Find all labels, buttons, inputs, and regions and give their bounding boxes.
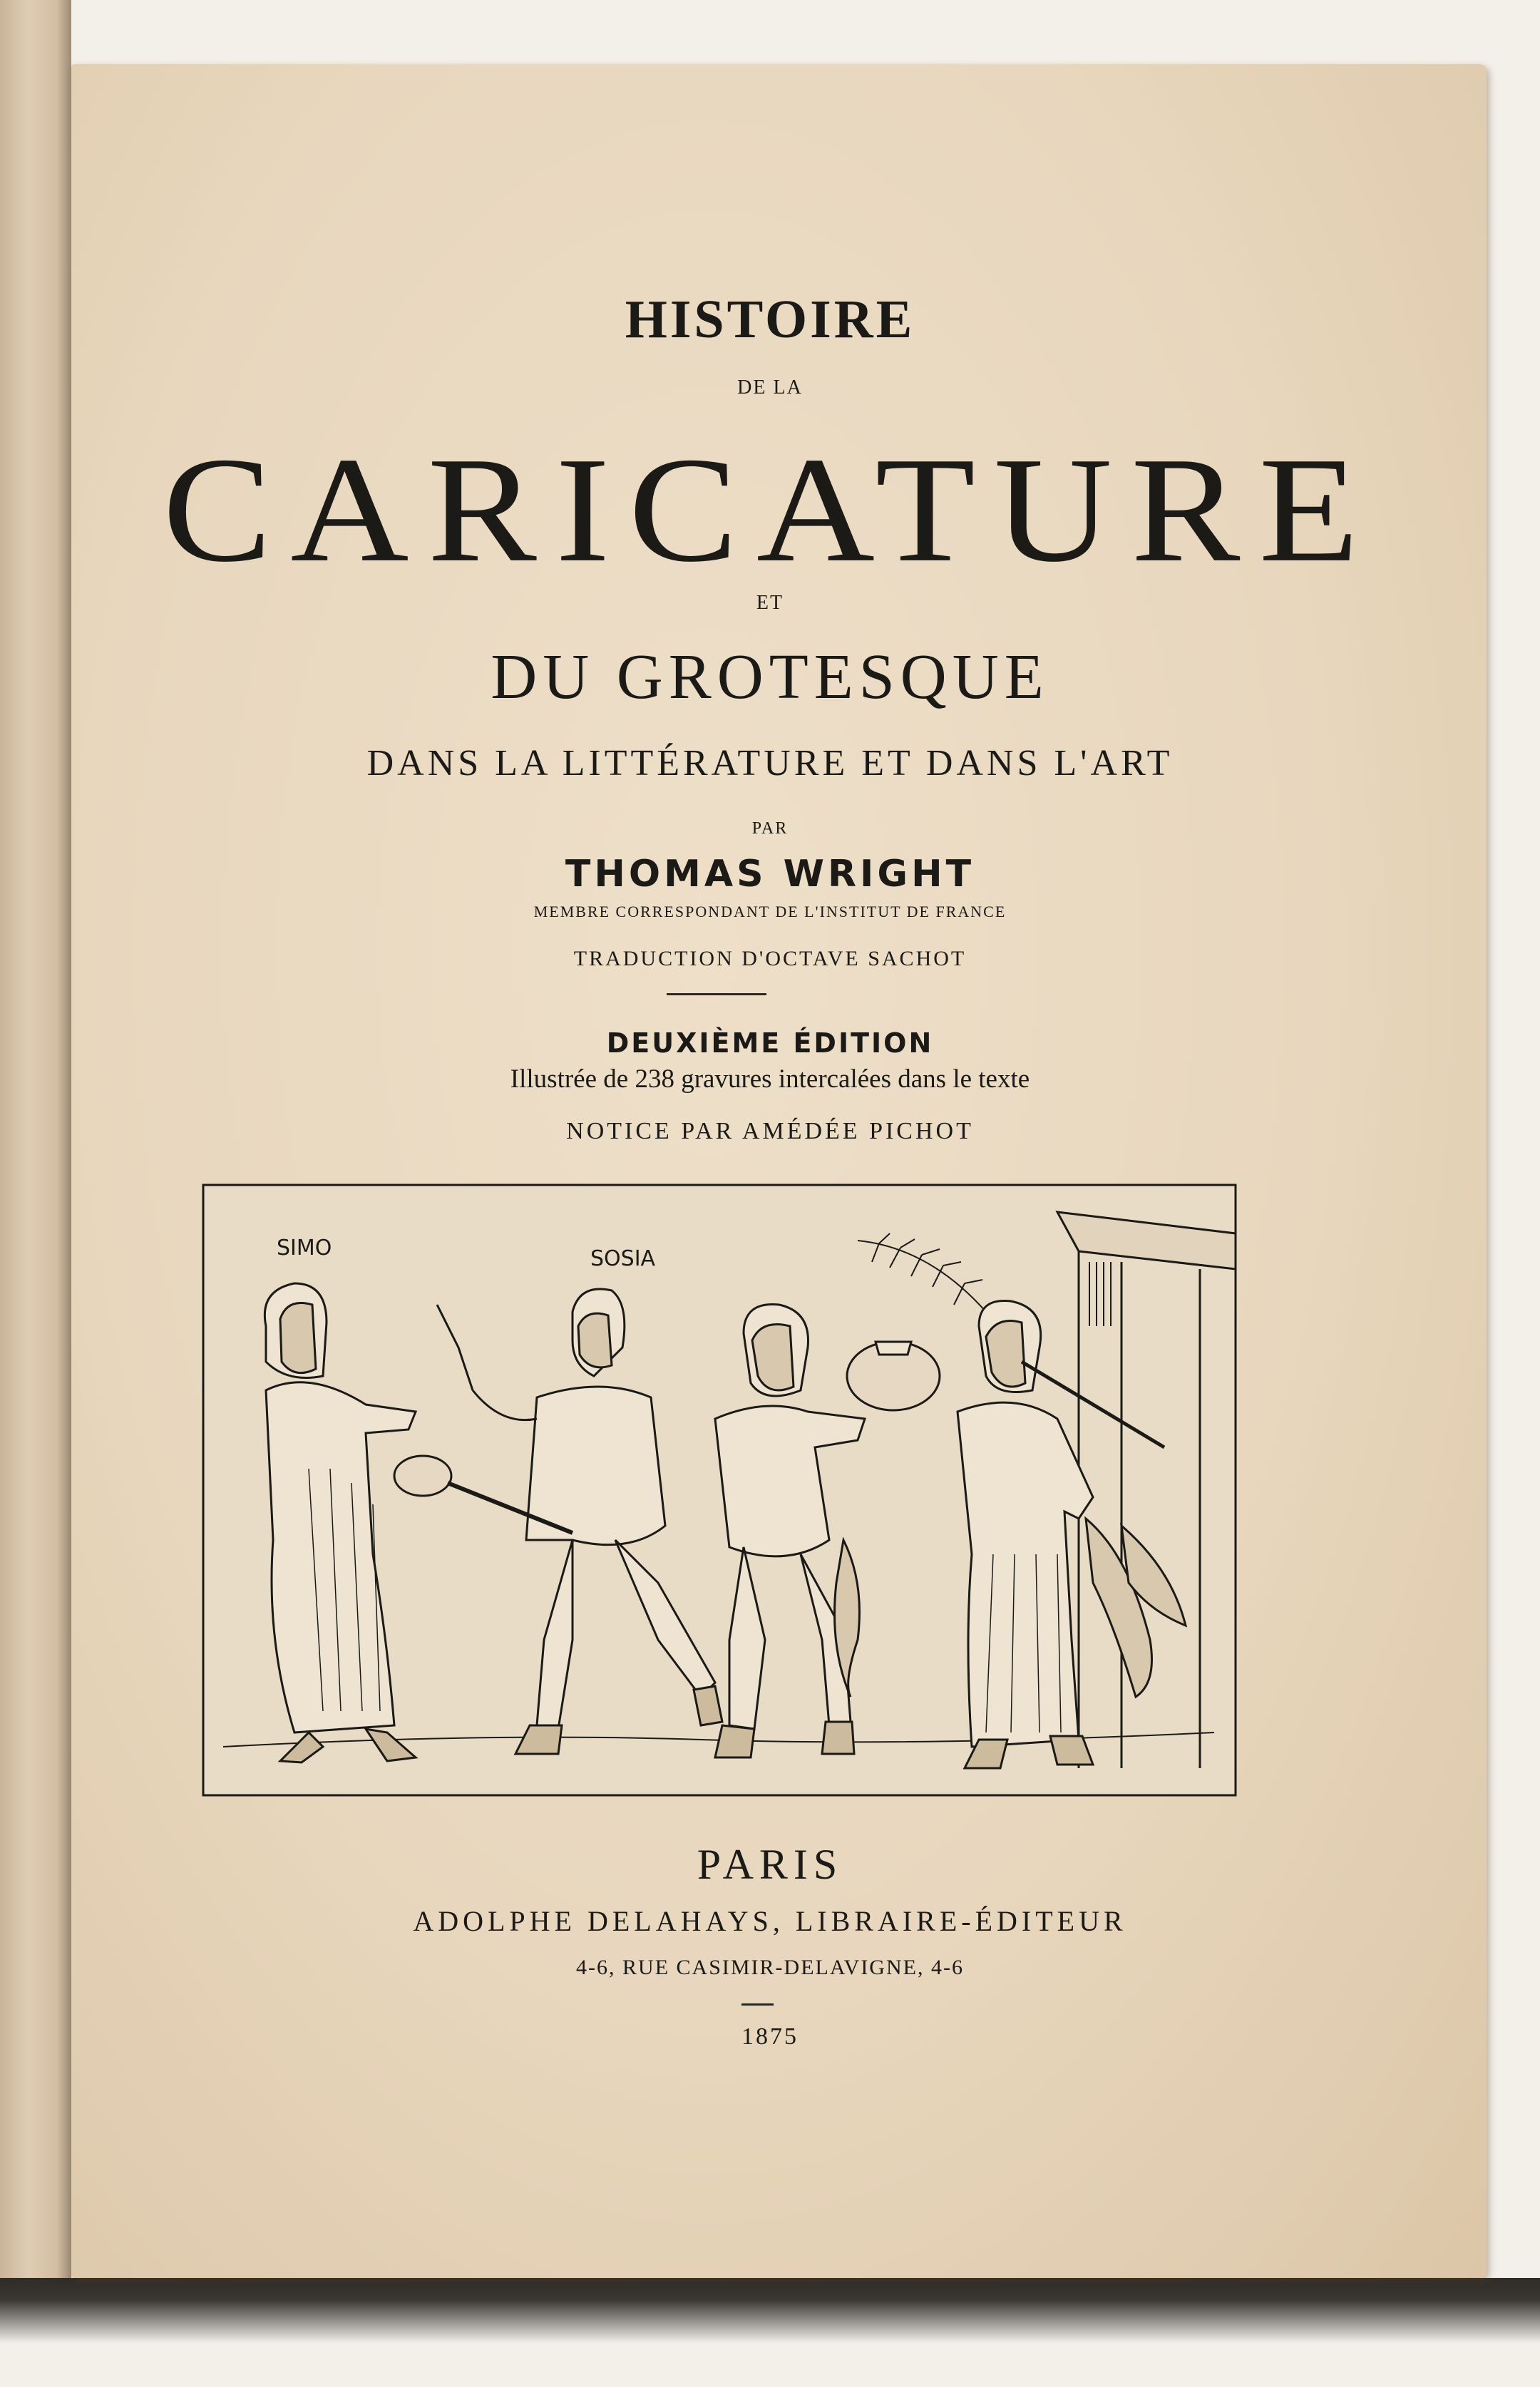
imprint-divider xyxy=(741,2003,774,2006)
title-et: ET xyxy=(756,592,784,614)
imprint-publisher: ADOLPHE DELAHAYS, LIBRAIRE-ÉDITEUR xyxy=(413,1905,1127,1937)
author-credit: MEMBRE CORRESPONDANT DE L'INSTITUT DE FRANCE xyxy=(533,903,1007,920)
title-caricature: CARICATURE xyxy=(162,426,1377,593)
label-sosia: SOSIA xyxy=(590,1246,656,1271)
subtitle: DANS LA LITTÉRATURE ET DANS L'ART xyxy=(366,743,1174,784)
translation-credit: TRADUCTION D'OCTAVE SACHOT xyxy=(573,947,967,970)
imprint-year: 1875 xyxy=(741,2023,799,2050)
imprint-address: 4-6, RUE CASIMIR-DELAVIGNE, 4-6 xyxy=(576,1956,964,1979)
book-bottom-edge xyxy=(0,2278,1540,2387)
label-simo: SIMO xyxy=(277,1236,332,1261)
imprint-city: PARIS xyxy=(697,1841,843,1888)
par-label: PAR xyxy=(751,819,789,838)
edition-label: DEUXIÈME ÉDITION xyxy=(606,1027,934,1059)
title-histoire: HISTOIRE xyxy=(625,289,915,349)
notice-credit: NOTICE PAR AMÉDÉE PICHOT xyxy=(566,1118,974,1144)
author-name: THOMAS WRIGHT xyxy=(565,853,975,895)
engraving-illustration xyxy=(202,1184,1237,1797)
title-du-grotesque: DU GROTESQUE xyxy=(491,642,1049,712)
title-de-la: DE LA xyxy=(737,376,803,399)
illustrations-note: Illustrée de 238 gravures intercalées dans le texte xyxy=(510,1064,1030,1094)
divider-rule xyxy=(667,993,766,995)
